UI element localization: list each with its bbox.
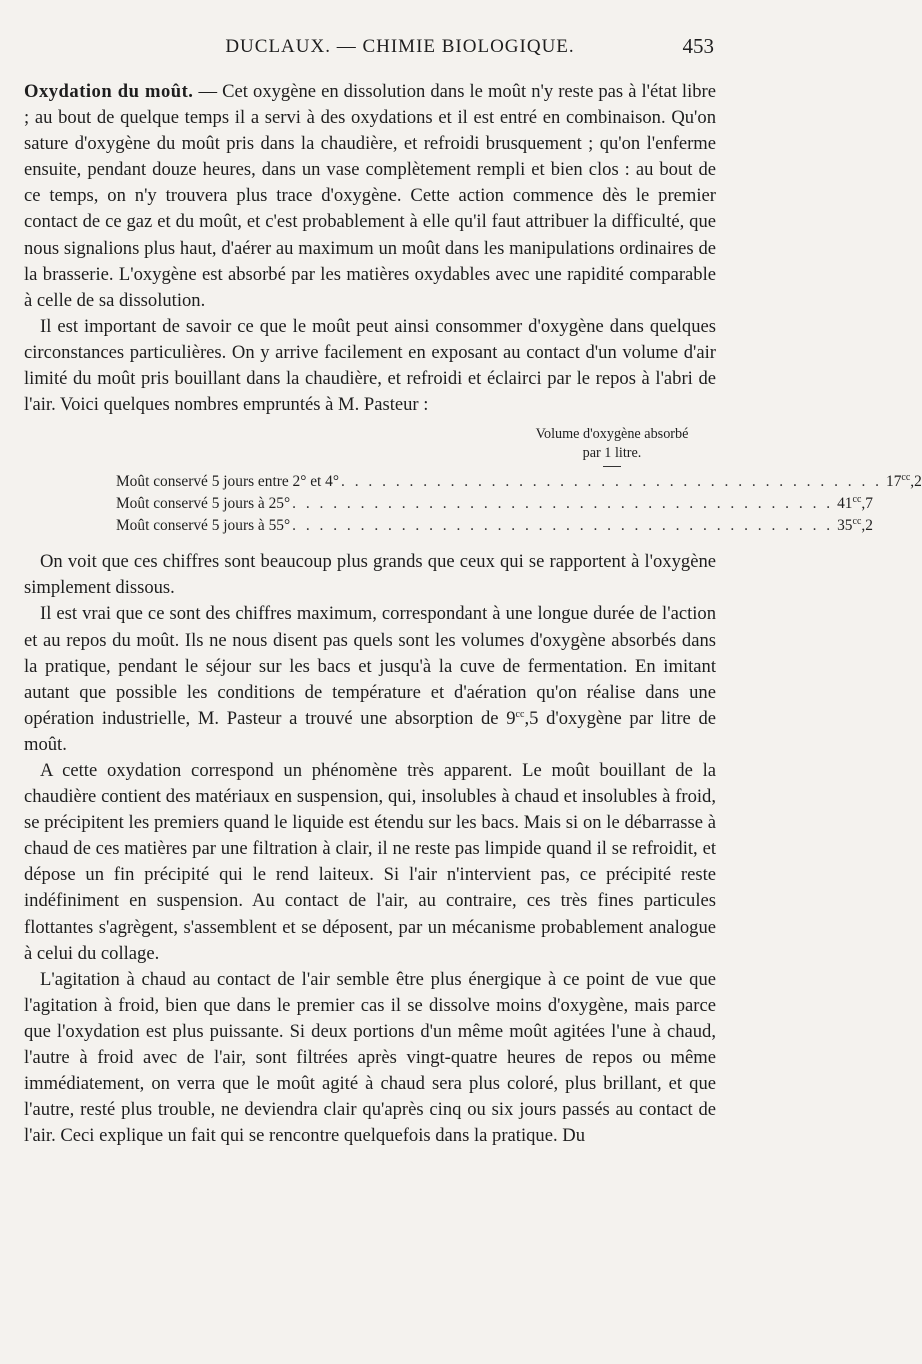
oxygen-table (24, 425, 922, 537)
paragraph-maximum (24, 601, 716, 758)
paragraph-phenomene: A cette oxydation correspond un phénomène très apparent. Le moût bouillant de la chaudière contient des matériaux en suspension, qui, insolubles à chaud et insolubles à froid, se précipitent les premiers quand le liquide est étendu sur les bacs. Mais si on le débarrasse à chaud de ces matières par une filtration à clair, il ne reste pas limpide quand il se refroidit, et dépose un fin précipité qui le rend laiteux. Si l'air n'intervient pas, ce précipité reste indéfiniment en suspension. Au contact de l'air, au contraire, ces très fines particules flottantes s'agrègent, s'assemblent et se déposent, par un mécanisme probablement analogue à celui du collage. (24, 759, 716, 964)
paragraph-oxydation (24, 79, 716, 314)
value-number: 35 (837, 517, 853, 535)
table-header-line-2: par 1 litre. (582, 445, 642, 462)
leader-dots: . . . . . . . . . . . . . . . . . . . . . . . . . . . . . . . . . . . . . . . . (292, 495, 834, 513)
value-number: 41 (837, 495, 853, 513)
row-value (833, 493, 873, 515)
table-row (116, 471, 922, 493)
running-head: DUCLAUX. — CHIMIE BIOLOGIQUE. (225, 36, 575, 57)
value-unit: cc (852, 516, 862, 528)
value-decimal: ,7 (861, 495, 873, 513)
paragraph-agitation: L'agitation à chaud au contact de l'air semble être plus énergique à ce point de vue que l'agitation à froid, bien que dans le premier cas il se dissolve moins d'oxygène, mais parce que l'oxydation est plus puissante. Si deux portions d'un même moût agitées l'une à chaud, l'autre à froid avec de l'air, sont filtrées après vingt-quatre heures de repos ou même immédiatement, on verra que le moût agité à chaud sera plus coloré, plus brillant, et que l'autre, resté plus trouble, ne deviendra clair qu'après cinq ou six jours passés au contact de l'air. Ceci explique un fait qui se rencontre quelquefois dans la pratique. Du (24, 968, 716, 1147)
row-value (882, 471, 922, 493)
paragraph-pasteur-intro: Il est important de savoir ce que le moût peut ainsi consommer d'oxygène dans quelques circonstances particulières. On y arrive facilement en exposant au contact d'un volume d'air limité du moût pris bouillant dans la chaudière, et refroidi et éclairci par le repos à l'abri de l'air. Voici quelques nombres empruntés à M. Pasteur : (24, 315, 716, 416)
table-rule (603, 466, 621, 467)
row-value (833, 515, 873, 537)
row-label: Moût conservé 5 jours entre 2° et 4° (116, 473, 340, 491)
value-unit: cc (852, 494, 862, 506)
row-label: Moût conservé 5 jours à 25° (116, 495, 291, 513)
row-label: Moût conservé 5 jours à 55° (116, 517, 291, 535)
leader-dots: . . . . . . . . . . . . . . . . . . . . . . . . . . . . . . . . . . . . . . . . (292, 517, 834, 535)
paragraph-text: Il est vrai que ce sont des chiffres maximum, correspondant à une longue durée de l'action et au repos du moût. Ils ne nous disent pas quels sont les volumes d'oxygène absorbés dans la pratique, pendant le séjour sur les bacs et jusqu'à la cuve de fermentation. En imitant autant que possible les conditions de température et d'aération qu'on réalise dans une opération industrielle, M. Pasteur a trouvé une absorption de 9 (24, 603, 716, 729)
value-number: 17 (886, 473, 902, 491)
section-heading: Oxydation du moût. (24, 81, 194, 102)
paragraph-text: ,5 d'oxygène par litre de moût. (24, 707, 716, 755)
page-header (0, 30, 800, 70)
table-header-line-1: Volume d'oxygène absorbé (535, 426, 689, 443)
value-decimal: ,2 (861, 517, 873, 535)
body-text (24, 79, 922, 1149)
value-decimal: ,2 (910, 473, 922, 491)
paragraph-comparison: On voit que ces chiffres sont beaucoup plus grands que ceux qui se rapportent à l'oxygène simplement dissous. (24, 551, 716, 599)
paragraph-text: — Cet oxygène en dissolution dans le moût n'y reste pas à l'état libre ; au bout de quelque temps il a servi à des oxydations et il est entré en combinaison. Qu'on sature d'oxygène du moût pris dans la chaudière, et refroidi brusquement ; qu'on l'enferme ensuite, pendant douze heures, dans un vase complètement rempli et bien clos : au bout de ce temps, on n'y trouvera plus trace d'oxygène. Cette action commence dès le premier contact de ce gaz et du moût, et c'est probablement à elle qu'il faut attribuer la difficulté, que nous signalions plus haut, d'aérer au maximum un moût dans les manipulations ordinaires de la brasserie. L'oxygène est absorbé par les matières oxydables avec une rapidité comparable à celle de sa dissolution. (24, 81, 716, 311)
table-column-header (512, 425, 712, 467)
value-unit: cc (515, 708, 525, 720)
value-unit: cc (901, 472, 911, 484)
table-row (116, 493, 873, 515)
leader-dots: . . . . . . . . . . . . . . . . . . . . . . . . . . . . . . . . . . . . . . . . (341, 473, 882, 491)
page-number: 453 (682, 34, 714, 58)
table-row (116, 515, 873, 537)
